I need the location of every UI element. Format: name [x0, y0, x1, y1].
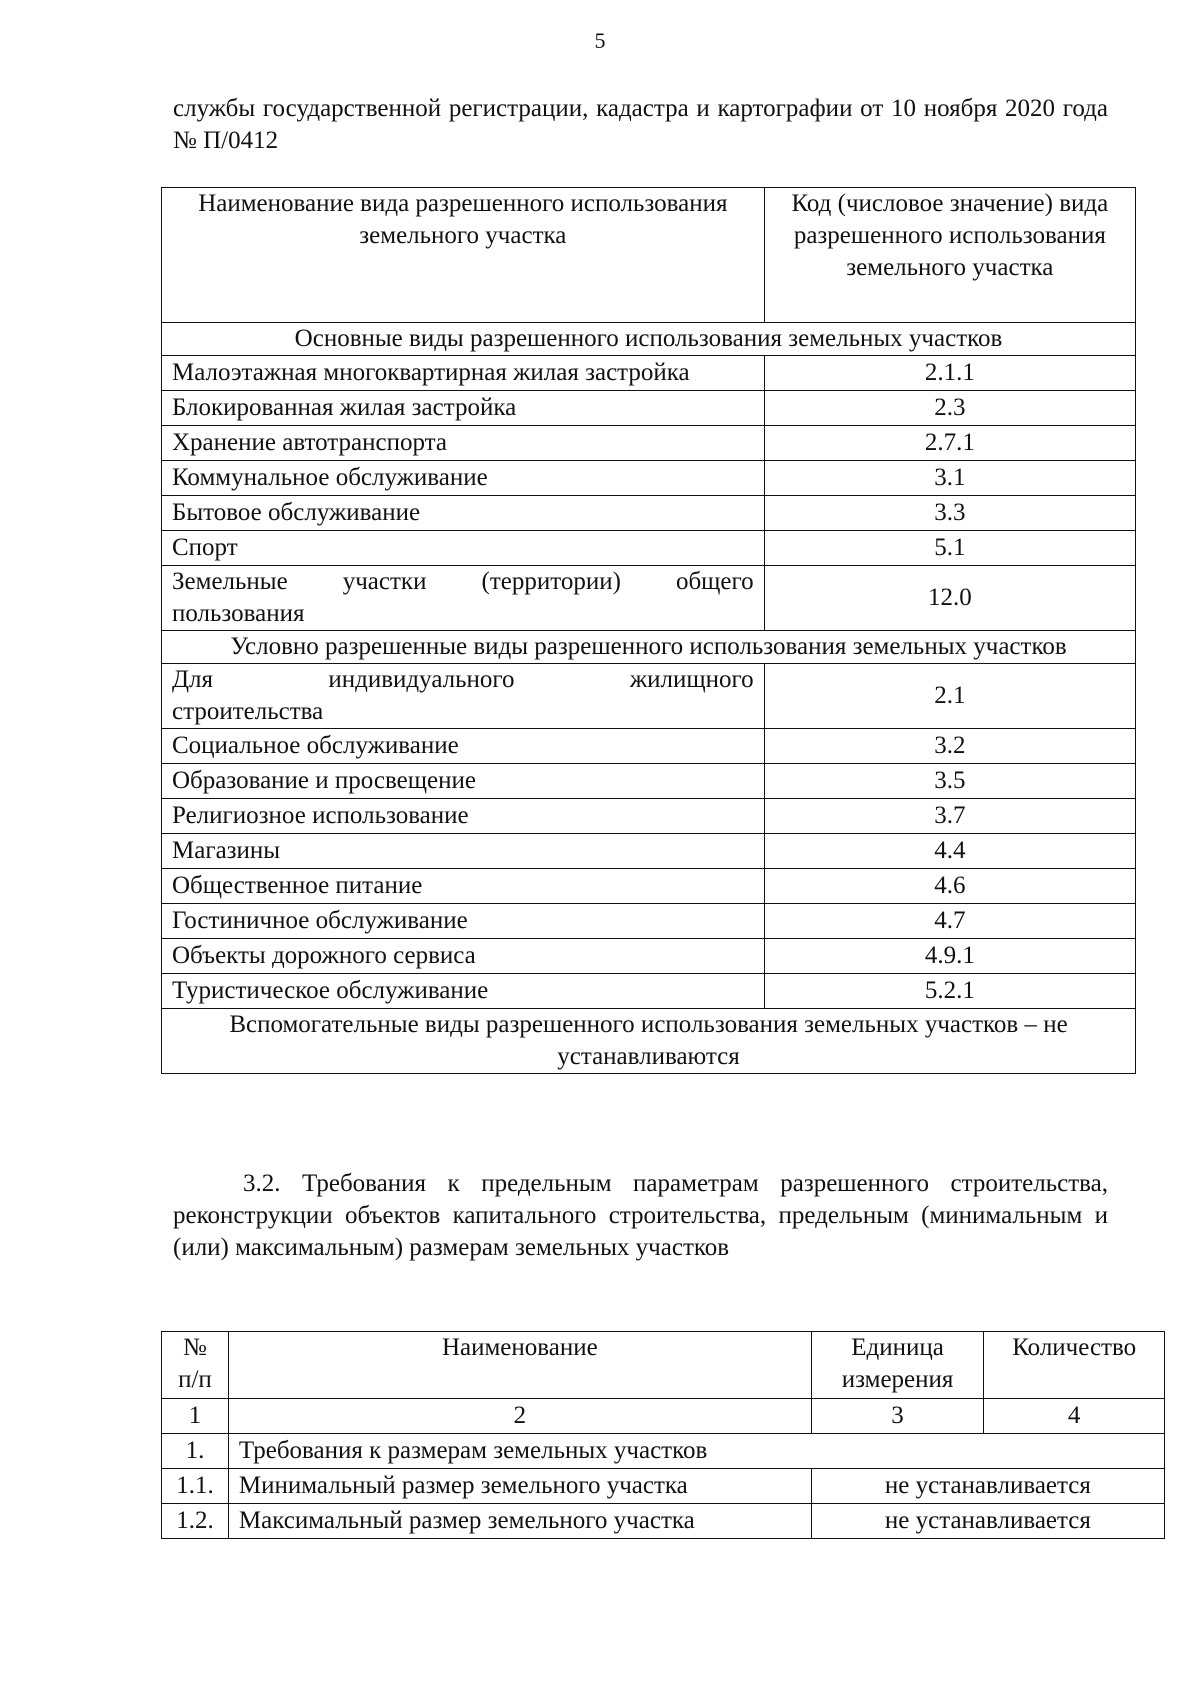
use-name: Блокированная жилая застройка	[162, 391, 765, 426]
use-name: Объекты дорожного сервиса	[162, 939, 765, 974]
table-row	[162, 799, 1136, 834]
use-name: Хранение автотранспорта	[162, 426, 765, 461]
section-auxiliary-title: Вспомогательные виды разрешенного использования земельных участков – не устанавливаются	[162, 1009, 1136, 1074]
land-use-table	[161, 187, 1136, 1074]
page-number: 5	[594, 28, 606, 53]
column-number: 3	[811, 1399, 984, 1434]
use-code: 2.1	[764, 664, 1135, 729]
use-name: Религиозное использование	[162, 799, 765, 834]
parameters-table	[161, 1331, 1165, 1539]
use-name: Магазины	[162, 834, 765, 869]
section-main-title: Основные виды разрешенного использования земельных участков	[162, 323, 1136, 356]
use-name-line1: Для индивидуального жилищного	[172, 666, 754, 693]
table-row	[162, 729, 1136, 764]
table-row	[162, 904, 1136, 939]
use-code: 2.1.1	[764, 356, 1135, 391]
use-code: 3.2	[764, 729, 1135, 764]
group-title: Требования к размерам земельных участков	[228, 1434, 1164, 1469]
use-name: Социальное обслуживание	[162, 729, 765, 764]
table-row	[162, 1434, 1165, 1469]
table-row	[162, 974, 1136, 1009]
use-name: Гостиничное обслуживание	[162, 904, 765, 939]
row-number: 1.	[162, 1434, 229, 1469]
use-name: Образование и просвещение	[162, 764, 765, 799]
use-name	[162, 664, 765, 729]
use-name: Коммунальное обслуживание	[162, 461, 765, 496]
use-name-line2: пользования	[172, 600, 305, 627]
table-row	[162, 461, 1136, 496]
header-number: № п/п	[162, 1332, 229, 1399]
parameter-value: не устанавливается	[811, 1469, 1164, 1504]
use-name: Туристическое обслуживание	[162, 974, 765, 1009]
use-code: 12.0	[764, 566, 1135, 631]
use-code: 2.3	[764, 391, 1135, 426]
section-conditional-title: Условно разрешенные виды разрешенного использования земельных участков	[162, 631, 1136, 664]
use-name: Бытовое обслуживание	[162, 496, 765, 531]
header-code-cell: Код (числовое значение) вида разрешенного использования земельного участка	[764, 188, 1135, 323]
table-row	[162, 869, 1136, 904]
table-row	[162, 391, 1136, 426]
parameter-name: Максимальный размер земельного участка	[228, 1504, 811, 1539]
paragraph-3-2: 3.2. Требования к предельным параметрам разрешенного строительства, реконструкции объектов капитального строительства, предельным (минимальным и (или) максимальным) размерам земельных участков	[173, 1170, 1108, 1261]
use-code: 3.7	[764, 799, 1135, 834]
table-row	[162, 764, 1136, 799]
table-row	[162, 1469, 1165, 1504]
column-number: 2	[228, 1399, 811, 1434]
header-name-cell: Наименование вида разрешенного использования земельного участка	[162, 188, 765, 323]
intro-text: службы государственной регистрации, кадастра и картографии от 10 ноября 2020 года № П/0412	[173, 95, 1108, 154]
table-row	[162, 356, 1136, 391]
use-name	[162, 566, 765, 631]
table-row	[162, 531, 1136, 566]
use-code: 4.7	[764, 904, 1135, 939]
use-code: 3.5	[764, 764, 1135, 799]
row-number: 1.2.	[162, 1504, 229, 1539]
use-name: Общественное питание	[162, 869, 765, 904]
use-code: 4.9.1	[764, 939, 1135, 974]
parameter-name: Минимальный размер земельного участка	[228, 1469, 811, 1504]
table-row	[162, 566, 1136, 631]
use-code: 3.1	[764, 461, 1135, 496]
header-name: Наименование	[228, 1332, 811, 1399]
use-code: 4.6	[764, 869, 1135, 904]
use-name: Малоэтажная многоквартирная жилая застройка	[162, 356, 765, 391]
use-name-line1: Земельные участки (территории) общего	[172, 568, 754, 595]
use-name-line2: строительства	[172, 698, 324, 725]
use-code: 3.3	[764, 496, 1135, 531]
table-row	[162, 834, 1136, 869]
table-row	[162, 1504, 1165, 1539]
table-row	[162, 939, 1136, 974]
use-code: 5.2.1	[764, 974, 1135, 1009]
use-code: 4.4	[764, 834, 1135, 869]
use-name: Спорт	[162, 531, 765, 566]
column-number: 4	[984, 1399, 1165, 1434]
header-quantity: Количество	[984, 1332, 1165, 1399]
use-code: 5.1	[764, 531, 1135, 566]
parameter-value: не устанавливается	[811, 1504, 1164, 1539]
use-code: 2.7.1	[764, 426, 1135, 461]
header-unit: Единица измерения	[811, 1332, 984, 1399]
column-number: 1	[162, 1399, 229, 1434]
table-row	[162, 496, 1136, 531]
table-row	[162, 664, 1136, 729]
row-number: 1.1.	[162, 1469, 229, 1504]
table-row	[162, 426, 1136, 461]
